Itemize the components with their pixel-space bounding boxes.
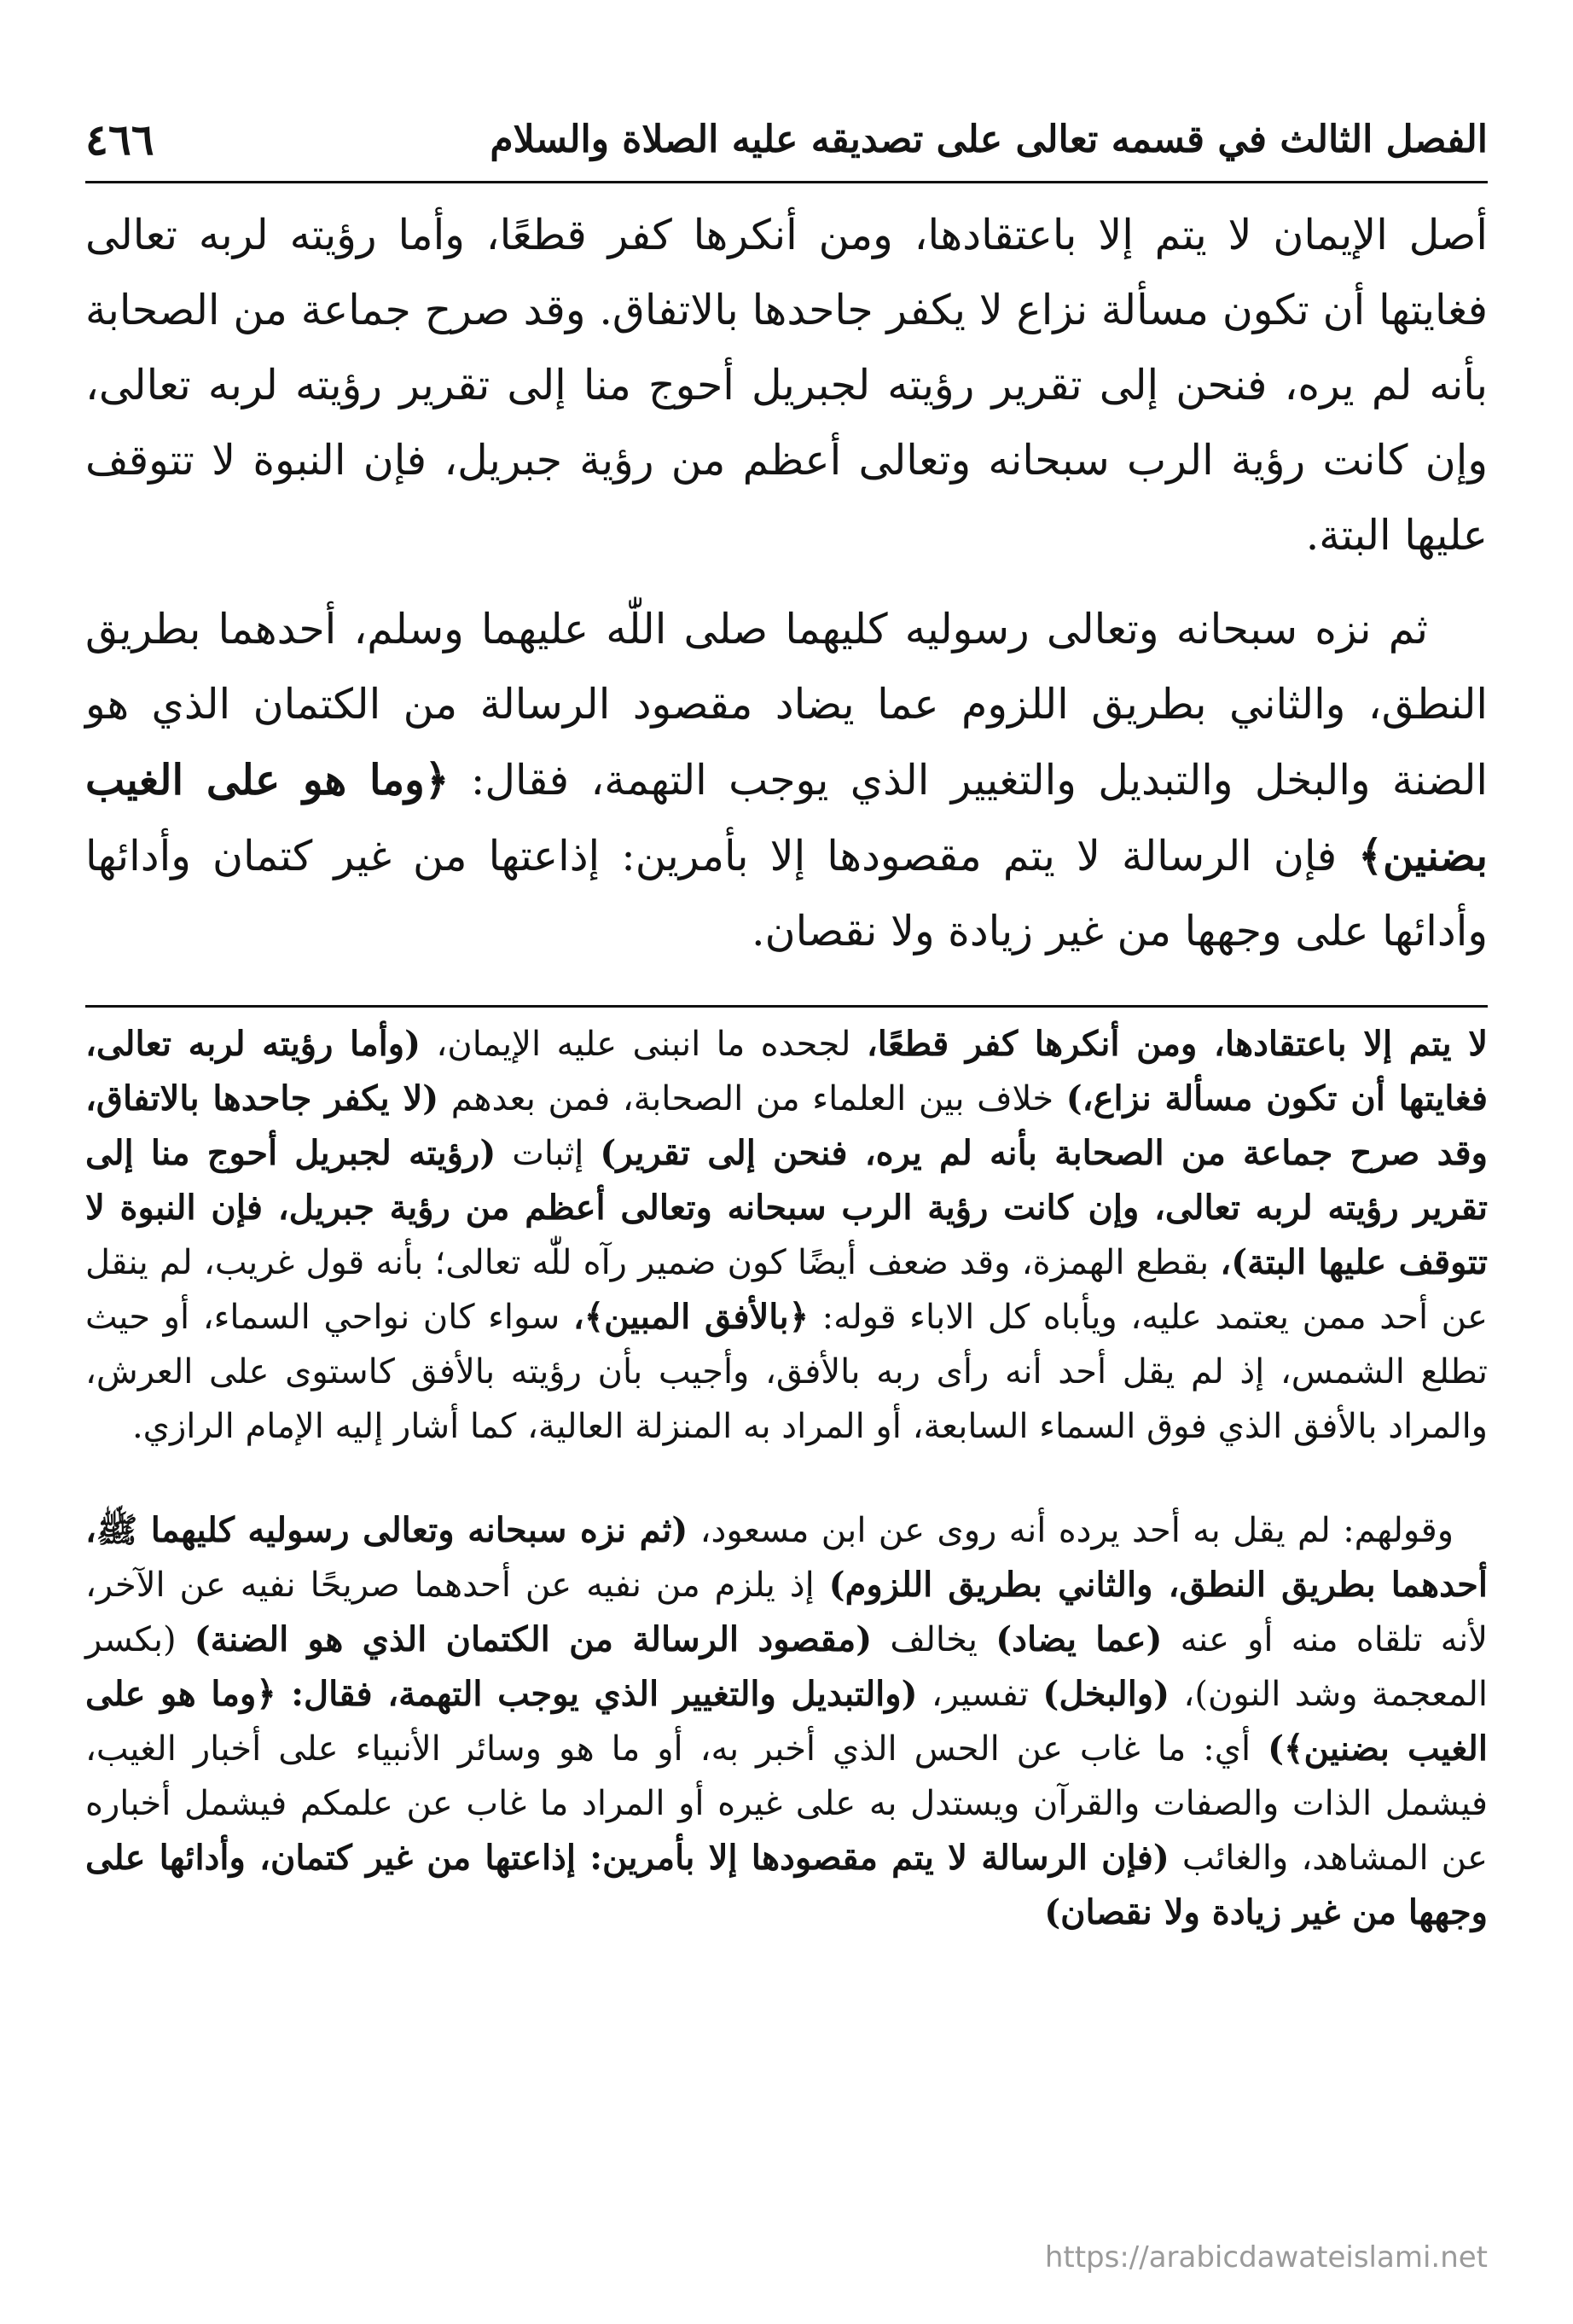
chapter-title: الفصل الثالث في قسمه تعالى على تصديقه عليه الصلاة والسلام bbox=[490, 117, 1488, 161]
main-paragraph-2-part-b: فإن الرسالة لا يتم مقصودها إلا بأمرين: إذاعتها من غير كتمان وأدائها وأدائها على وجهها من غير زيادة ولا نقصان. bbox=[85, 832, 1488, 956]
explanation-text: (بكسر المعجمة وشد النون)، bbox=[85, 1620, 1489, 1714]
explanation-text: وقولهم: لم يقل به أحد يرده أنه روى عن ابن مسعود، bbox=[699, 1511, 1454, 1550]
main-paragraph-2-part-a: ثم نزه سبحانه وتعالى رسوليه كليهما صلى اللّٰه عليهما وسلم، أحدهما بطريق النطق، والثاني بطريق اللزوم عما يضاد مقصود الرسالة من الكتمان الذي هو الضنة والبخل والتبديل والتغيير الذي يوجب التهمة، فقال: bbox=[85, 605, 1489, 805]
explanation-text: إذ يلزم من نفيه عن أحدهما صريحًا نفيه عن الآخر، لأنه تلقاه منه أو عنه bbox=[85, 1566, 1489, 1659]
explanation-text: إثبات bbox=[512, 1134, 584, 1173]
header-rule bbox=[85, 181, 1488, 183]
quoted-text: (فإن الرسالة لا يتم مقصودها إلا بأمرين: إذاعتها من غير كتمان، وأدائها على وجهها من غير زيادة ولا نقصان) bbox=[85, 1838, 1488, 1932]
quoted-text: (والتبديل والتغيير الذي يوجب التهمة، فقال: ﴿وما هو على الغيب بضنين﴾) bbox=[85, 1674, 1488, 1769]
explanation-text: تفسير، bbox=[931, 1675, 1030, 1714]
explanation-text: لجحده ما انبنى عليه الإيمان، bbox=[436, 1025, 851, 1064]
quoted-text: (لا يكفر جاحدها بالاتفاق، وقد صرح جماعة من الصحابة بأنه لم يره، فنحن إلى تقرير) bbox=[85, 1078, 1488, 1173]
commentary-paragraph-1 bbox=[85, 1017, 1488, 1454]
watermark-url: https://arabicdawateislami.net bbox=[1044, 2240, 1488, 2275]
quoted-text: (ثم نزه سبحانه وتعالى رسوليه كليهما ﷺ، أحدهما بطريق النطق، والثاني بطريق اللزوم) bbox=[85, 1510, 1488, 1605]
quoted-text: (وأما رؤيته لربه تعالى، فغايتها أن تكون مسألة نزاع،) bbox=[85, 1024, 1489, 1118]
running-header bbox=[85, 109, 1488, 169]
quran-verse: ﴿وما هو على الغيب بضنين﴾ bbox=[85, 755, 1488, 880]
explanation-text: أي: ما غاب عن الحس الذي أخبر به، أو ما هو وسائر الأنبياء على أخبار الغيب، فيشمل الذات والصفات والقرآن ويستدل به على غيره أو المراد ما غاب عن علمكم فيشمل أخباره عن المشاهد، والغائب bbox=[85, 1729, 1488, 1878]
quoted-text: (رؤيته لجبريل أحوج منا إلى تقرير رؤيته لربه تعالى، وإن كانت رؤية الرب سبحانه وتعالى أعظم من رؤية جبريل، فإن النبوة لا تتوقف عليها البتة)، bbox=[85, 1133, 1488, 1282]
commentary-paragraph-2 bbox=[85, 1503, 1488, 1940]
main-text bbox=[85, 198, 1488, 969]
main-paragraph-1: أصل الإيمان لا يتم إلا باعتقادها، ومن أنكرها كفر قطعًا، وأما رؤيته لربه تعالى فغايتها أن تكون مسألة نزاع لا يكفر جاحدها بالاتفاق. وقد صرح جماعة من الصحابة بأنه لم يره، فنحن إلى تقرير رؤيته لجبريل أحوج منا إلى تقرير رؤيته لربه تعالى، وإن كانت رؤية الرب سبحانه وتعالى أعظم من رؤية جبريل، فإن النبوة لا تتوقف عليها البتة. bbox=[85, 211, 1489, 560]
page-number: ٤٦٦ bbox=[85, 113, 154, 165]
quoted-text: (والبخل) bbox=[1042, 1674, 1170, 1714]
explanation-text: سواء كان نواحي السماء، أو حيث تطلع الشمس، إذ لم يقل أحد أنه رأى ربه بالأفق، وأجيب بأن رؤيته بالأفق كاستوى على العرش، والمراد بالأفق الذي فوق السماء السابعة، أو المراد به المنزلة العالية، كما أشار إليه الإمام الرازي. bbox=[85, 1298, 1488, 1446]
quoted-text: (مقصود الرسالة من الكتمان الذي هو الضنة) bbox=[194, 1619, 873, 1659]
explanation-text: خلاف بين العلماء من الصحابة، فمن بعدهم bbox=[450, 1079, 1054, 1118]
main-paragraph-2 bbox=[85, 592, 1488, 969]
commentary bbox=[85, 1017, 1488, 1940]
explanation-text: يخالف bbox=[890, 1620, 978, 1659]
quoted-text: (عما يضاد) bbox=[995, 1619, 1163, 1659]
explanation-text: بقطع الهمزة، وقد ضعف أيضًا كون ضمير رآه للّٰه تعالى؛ بأنه قول غريب، لم ينقل عن أحد ممن يعتمد عليه، ويأباه كل الاباء قوله: bbox=[85, 1243, 1488, 1337]
quran-verse: ﴿بالأفق المبين﴾، bbox=[572, 1297, 810, 1337]
footnote-divider bbox=[85, 1005, 1488, 1008]
quoted-text: لا يتم إلا باعتقادها، ومن أنكرها كفر قطعًا، bbox=[866, 1024, 1489, 1064]
